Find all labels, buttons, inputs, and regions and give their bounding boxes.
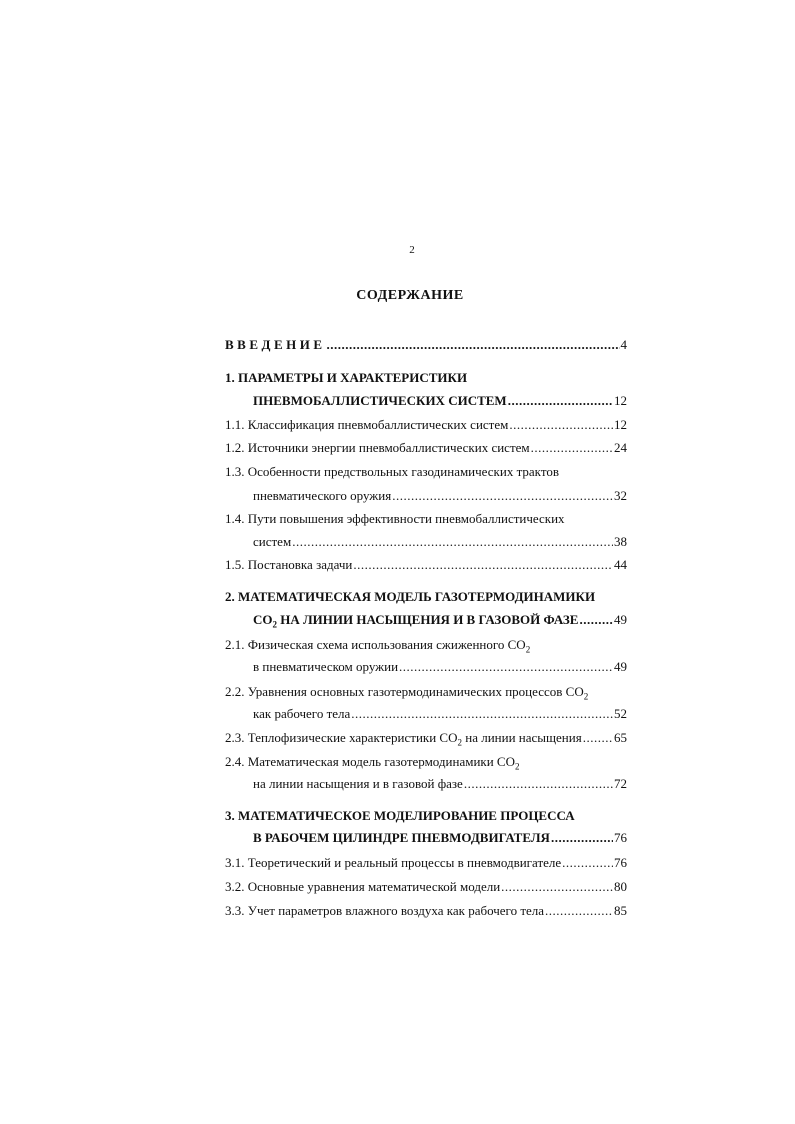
toc-3-2-page: 80 [614, 879, 627, 894]
toc-ch3-title-line2: В РАБОЧЕМ ЦИЛИНДРЕ ПНЕВМОДВИГАТЕЛЯ [253, 830, 550, 845]
toc-1-2 [225, 440, 627, 456]
toc-3-1-page: 76 [614, 855, 627, 870]
toc-ch2-title-line2 [253, 612, 578, 628]
toc-ch2 [253, 612, 627, 628]
toc-1-2-page: 24 [614, 440, 627, 455]
toc-leader [508, 393, 613, 409]
toc-leader [464, 776, 613, 792]
toc-1-1 [225, 417, 627, 433]
toc-ch1-page: 12 [614, 393, 627, 408]
toc-2-2-label [225, 684, 588, 700]
toc-leader [399, 659, 613, 675]
toc-intro-page: 4 [620, 337, 627, 352]
toc-3-1 [225, 855, 627, 871]
toc-intro [225, 337, 627, 353]
toc-2-1-text: 2.1. Физическая схема использования сжиженного СО [225, 637, 526, 652]
toc-1-4-page: 38 [614, 534, 627, 549]
toc-1-5-label: 1.5. Постановка задачи [225, 557, 353, 572]
toc-ch2-title: 2. МАТЕМАТИЧЕСКАЯ МОДЕЛЬ ГАЗОТЕРМОДИНАМИКИ [225, 589, 596, 604]
toc-3-2-label: 3.2. Основные уравнения математической модели [225, 879, 501, 894]
toc-leader [501, 879, 613, 895]
toc-leader [509, 417, 613, 433]
toc-2-3-page: 65 [614, 730, 627, 745]
page-title: СОДЕРЖАНИЕ [356, 288, 464, 303]
toc-1-5 [225, 557, 627, 573]
toc-leader [583, 730, 613, 746]
toc-2-4-text: 2.4. Математическая модель газотермодинамики СО [225, 754, 515, 769]
toc-leader [531, 440, 613, 456]
toc-1-4-label: 1.4. Пути повышения эффективности пневмобаллистических [225, 511, 565, 526]
toc-intro-label: ВВЕДЕНИЕ [225, 337, 326, 352]
toc-2-2-sub: 2 [583, 691, 589, 702]
toc-2-3-label [225, 730, 582, 746]
toc-leader [292, 534, 613, 550]
toc-3-3-label: 3.3. Учет параметров влажного воздуха как рабочего тела [225, 903, 545, 918]
toc-3-3-page: 85 [614, 903, 627, 918]
toc-2-2-text: 2.2. Уравнения основных газотермодинамических процессов СО [225, 684, 584, 699]
toc-leader [562, 855, 613, 871]
toc-2-4-page: 72 [614, 776, 627, 791]
toc-2-4 [253, 776, 627, 792]
toc-2-1-page: 49 [614, 659, 627, 674]
toc-1-3-page: 32 [614, 488, 627, 503]
toc-1-1-label: 1.1. Классификация пневмобаллистических систем [225, 417, 509, 432]
toc-2-3-text: 2.3. Теплофизические характеристики СО [225, 730, 458, 745]
toc-2-2-label-line2: как рабочего тела [253, 706, 351, 721]
toc-2-2 [253, 706, 627, 722]
toc-3-1-label: 3.1. Теоретический и реальный процессы в пневмодвигателе [225, 855, 562, 870]
toc-1-3-label: 1.3. Особенности предствольных газодинамических трактов [225, 464, 559, 479]
toc-2-4-label [225, 754, 520, 770]
toc-leader [545, 903, 613, 919]
page-number: 2 [409, 244, 415, 256]
toc-leader [351, 706, 613, 722]
toc-2-3-text-rest: на линии насыщения [462, 730, 582, 745]
toc-1-4-label-line2: систем [253, 534, 292, 549]
toc-1-3 [253, 488, 627, 504]
toc-ch2-page: 49 [614, 612, 627, 627]
toc-2-4-label-line2: на линии насыщения и в газовой фазе [253, 776, 463, 791]
toc-leader [327, 337, 620, 353]
toc-2-3-sub: 2 [457, 737, 462, 748]
toc-1-4 [253, 534, 627, 550]
toc-2-3 [225, 730, 627, 746]
toc-leader [353, 557, 613, 573]
toc-2-1 [253, 659, 627, 675]
toc-3-3 [225, 903, 627, 919]
toc-leader [392, 488, 613, 504]
toc-2-4-sub: 2 [515, 761, 520, 772]
toc-1-5-page: 44 [614, 557, 627, 572]
toc-2-1-label [225, 637, 530, 653]
toc-ch2-co-prefix: СО [253, 612, 273, 627]
toc-2-1-label-line2: в пневматическом оружии [253, 659, 399, 674]
toc-ch3-title: 3. МАТЕМАТИЧЕСКОЕ МОДЕЛИРОВАНИЕ ПРОЦЕССА [225, 808, 575, 823]
toc-ch2-co-sub: 2 [272, 619, 277, 630]
toc-2-1-sub: 2 [525, 644, 531, 655]
toc-ch3-page: 76 [614, 830, 627, 845]
toc-2-2-page: 52 [614, 706, 627, 721]
toc-ch1-title: 1. ПАРАМЕТРЫ И ХАРАКТЕРИСТИКИ [225, 370, 468, 385]
toc-ch1 [253, 393, 627, 409]
toc-ch2-title-rest: НА ЛИНИИ НАСЫЩЕНИЯ И В ГАЗОВОЙ ФАЗЕ [277, 612, 579, 627]
toc-leader [579, 612, 613, 628]
toc-3-2 [225, 879, 627, 895]
toc-1-1-page: 12 [614, 417, 627, 432]
toc-ch1-title-line2: ПНЕВМОБАЛЛИСТИЧЕСКИХ СИСТЕМ [253, 393, 507, 408]
toc-1-2-label: 1.2. Источники энергии пневмобаллистических систем [225, 440, 530, 455]
toc-ch3 [253, 830, 627, 846]
toc-1-3-label-line2: пневматического оружия [253, 488, 392, 503]
toc-leader [551, 830, 613, 846]
